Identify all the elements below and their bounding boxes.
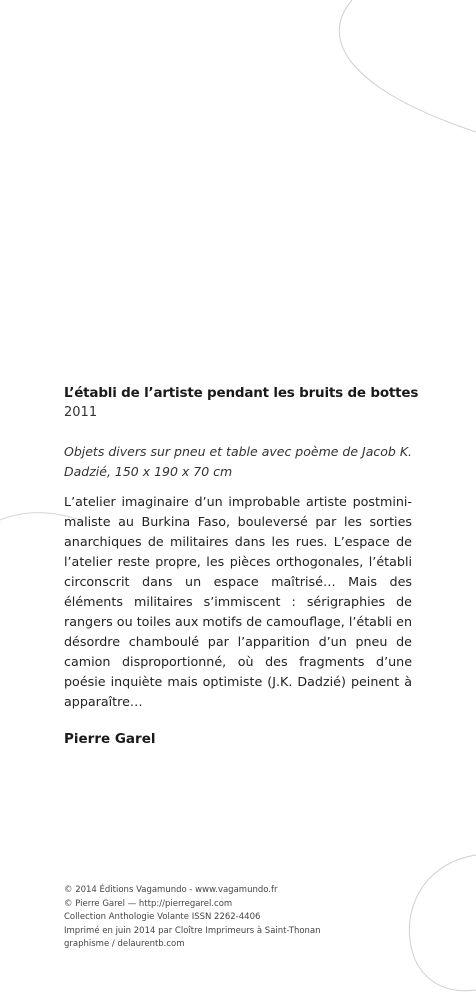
printer-credit: Imprimé en juin 2014 par Cloître Imprimeurs à Saint-Thonan [64,925,321,936]
top-right-curve [339,0,476,132]
artist-name: Pierre Garel [64,731,156,747]
publisher-credit: © 2014 Éditions Vagamundo - www.vagamundo.fr [64,885,278,895]
artwork-year: 2011 [64,405,98,420]
artist-credit: © Pierre Garel — http://pierregarel.com [64,898,233,909]
design-credit: graphisme / delaurentb.com [64,939,185,949]
artwork-description: L’atelier imaginaire d’un improbable artiste postmini-maliste au Burkina Faso, bouleversé par les sorties anarchiques de militaires dans les rues. L’espace de l’atelier reste propre, les pièces orthogonales, l’établi circonscrit dans un espace maîtrisé… Mais des éléments militaires s’immiscent : sérigraphies de rangers ou toiles aux motifs de camouflage, l’établi en désordre chamboulé par l’apparition d’un pneu de camion disproportionné, où des fragments d’une poésie inquiète mais optimiste (J.K. Dadzié) peinent à apparaître… [64,494,412,709]
artwork-materials: Objets divers sur pneu et table avec poème de Jacob K. Dadzié, 150 x 190 x 70 cm [64,444,412,479]
bottom-right-curve [409,855,476,991]
collection-credit: Collection Anthologie Volante ISSN 2262-4406 [64,912,261,922]
artwork-notice [64,384,419,748]
artwork-title: L’établi de l’artiste pendant les bruits de bottes [64,385,419,401]
colophon [64,884,404,952]
